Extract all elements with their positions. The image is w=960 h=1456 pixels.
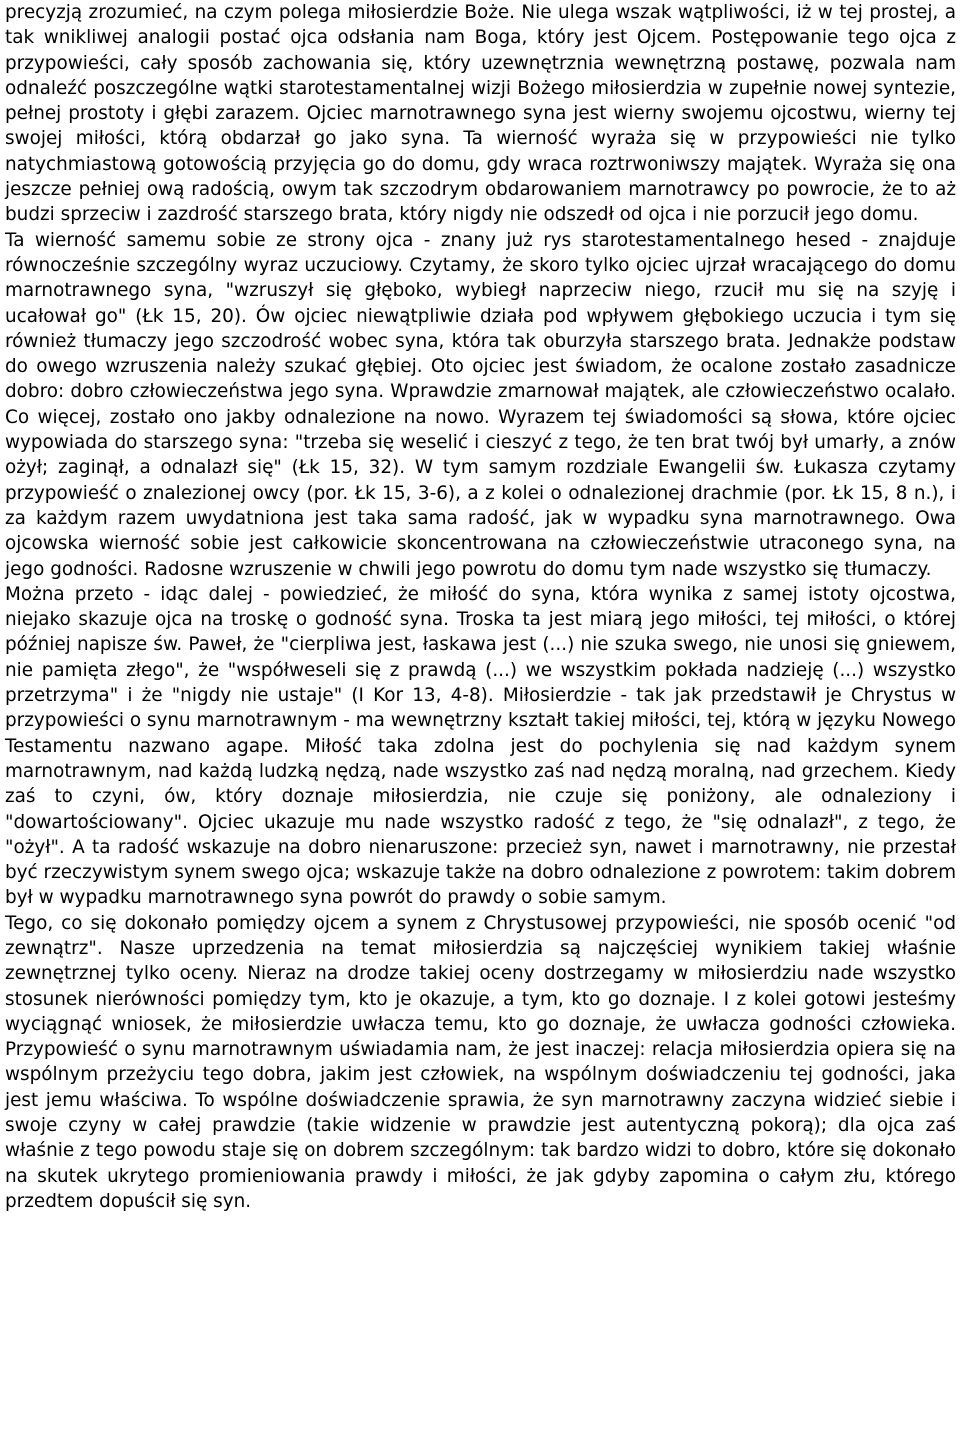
paragraph-4: Tego, co się dokonało pomiędzy ojcem a synem z Chrystusowej przypowieści, nie sposób ocenić "od zewnątrz". Nasze uprzedzenia na temat miłosierdzia są najczęściej wynikiem takiej właśnie zewnętrznej tylko oceny. Nieraz na drodze takiej oceny dostrzegamy w miłosierdziu nade wszystko stosunek nierówności pomiędzy tym, kto je okazuje, a tym, kto go doznaje. I z kolei gotowi jesteśmy wyciągnąć wniosek, że miłosierdzie uwłacza temu, kto go doznaje, że uwłacza godności człowieka. Przypowieść o synu marnotrawnym uświadamia nam, że jest inaczej: relacja miłosierdzia opiera się na wspólnym przeżyciu tego dobra, jakim jest człowiek, na wspólnym doświadczeniu tej godności, jaka jest jemu właściwa. To wspólne doświadczenie sprawia, że syn marnotrawny zaczyna widzieć siebie i swoje czyny w całej prawdzie (takie widzenie w prawdzie jest autentyczną pokorą); dla ojca zaś właśnie z tego powodu staje się on dobrem szczególnym: tak bardzo widzi to dobro, które się dokonało na skutek ukrytego promieniowania prawdy i miłości, że jak gdyby zapomina o całym złu, którego przedtem dopuścił się syn.: [5, 912, 956, 1212]
paragraph-3: Można przeto - idąc dalej - powiedzieć, że miłość do syna, która wynika z samej istoty ojcostwa, niejako skazuje ojca na troskę o godność syna. Troska ta jest miarą jego miłości, tej miłości, o której później napisze św. Paweł, że "cierpliwa jest, łaskawa jest (...) nie szuka swego, nie unosi się gniewem, nie pamięta złego", że "współweseli się z prawdą (...) we wszystkim pokłada nadzieję (...) wszystko przetrzyma" i że "nigdy nie ustaje" (I Kor 13, 4-8). Miłosierdzie - tak jak przedstawił je Chrystus w przypowieści o synu marnotrawnym - ma wewnętrzny kształt takiej miłości, tej, którą w języku Nowego Testamentu nazwano agape. Miłość taka zdolna jest do pochylenia się nad każdym synem marnotrawnym, nad każdą ludzką nędzą, nade wszystko zaś nad nędzą moralną, nad grzechem. Kiedy zaś to czyni, ów, który doznaje miłosierdzia, nie czuje się poniżony, ale odnaleziony i "dowartościowany". Ojciec ukazuje mu nade wszystko radość z tego, że "się odnalazł", z tego, że "ożył". A ta radość wskazuje na dobro nienaruszone: przecież syn, nawet i marnotrawny, nie przestał być rzeczywistym synem swego ojca; wskazuje także na dobro odnalezione z powrotem: takim dobrem był w wypadku marnotrawnego syna powrót do prawdy o sobie samym.: [5, 583, 956, 909]
paragraph-2: Ta wierność samemu sobie ze strony ojca - znany już rys starotestamentalnego hesed - znajduje równocześnie szczególny wyraz uczuciowy. Czytamy, że skoro tylko ojciec ujrzał wracającego do domu marnotrawnego syna, "wzruszył się głęboko, wybiegł naprzeciw niego, rzucił mu się na szyję i ucałował go" (Łk 15, 20). Ów ojciec niewątpliwie działa pod wpływem głębokiego uczucia i tym się również tłumaczy jego szczodrość wobec syna, która tak oburzyła starszego brata. Jednakże podstaw do owego wzruszenia należy szukać głębiej. Oto ojciec jest świadom, że ocalone zostało zasadnicze dobro: dobro człowieczeństwa jego syna. Wprawdzie zmarnował majątek, ale człowieczeństwo ocalało. Co więcej, zostało ono jakby odnalezione na nowo. Wyrazem tej świadomości są słowa, które ojciec wypowiada do starszego syna: "trzeba się weselić i cieszyć z tego, że ten brat twój był umarły, a znów ożył; zaginął, a odnalazł się" (Łk 15, 32). W tym samym rozdziale Ewangelii św. Łukasza czytamy przypowieść o znalezionej owcy (por. Łk 15, 3-6), a z kolei o odnalezionej drachmie (por. Łk 15, 8 n.), i za każdym razem uwydatniona jest taka sama radość, jak w wypadku syna marnotrawnego. Owa ojcowska wierność sobie jest całkowicie skoncentrowana na człowieczeństwie utraconego syna, na jego godności. Radosne wzruszenie w chwili jego powrotu do domu tym nade wszystko się tłumaczy.: [5, 229, 956, 580]
paragraph-1: precyzją zrozumieć, na czym polega miłosierdzie Boże. Nie ulega wszak wątpliwości, iż w tej prostej, a tak wnikliwej analogii postać ojca odsłania nam Boga, który jest Ojcem. Postępowanie tego ojca z przypowieści, cały sposób zachowania się, który uzewnętrznia wewnętrzną postawę, pozwala nam odnaleźć poszczególne wątki starotestamentalnej wizji Bożego miłosierdzia w zupełnie nowej syntezie, pełnej prostoty i głębi zarazem. Ojciec marnotrawnego syna jest wierny swojemu ojcostwu, wierny tej swojej miłości, którą obdarzał go jako syna. Ta wierność wyraża się w przypowieści nie tylko natychmiastową gotowością przyjęcia go do domu, gdy wraca roztrwoniwszy majątek. Wyraża się ona jeszcze pełniej ową radością, owym tak szczodrym obdarowaniem marnotrawcy po powrocie, że to aż budzi sprzeciw i zazdrość starszego brata, który nigdy nie odszedł od ojca i nie porzucił jego domu.: [5, 2, 956, 226]
